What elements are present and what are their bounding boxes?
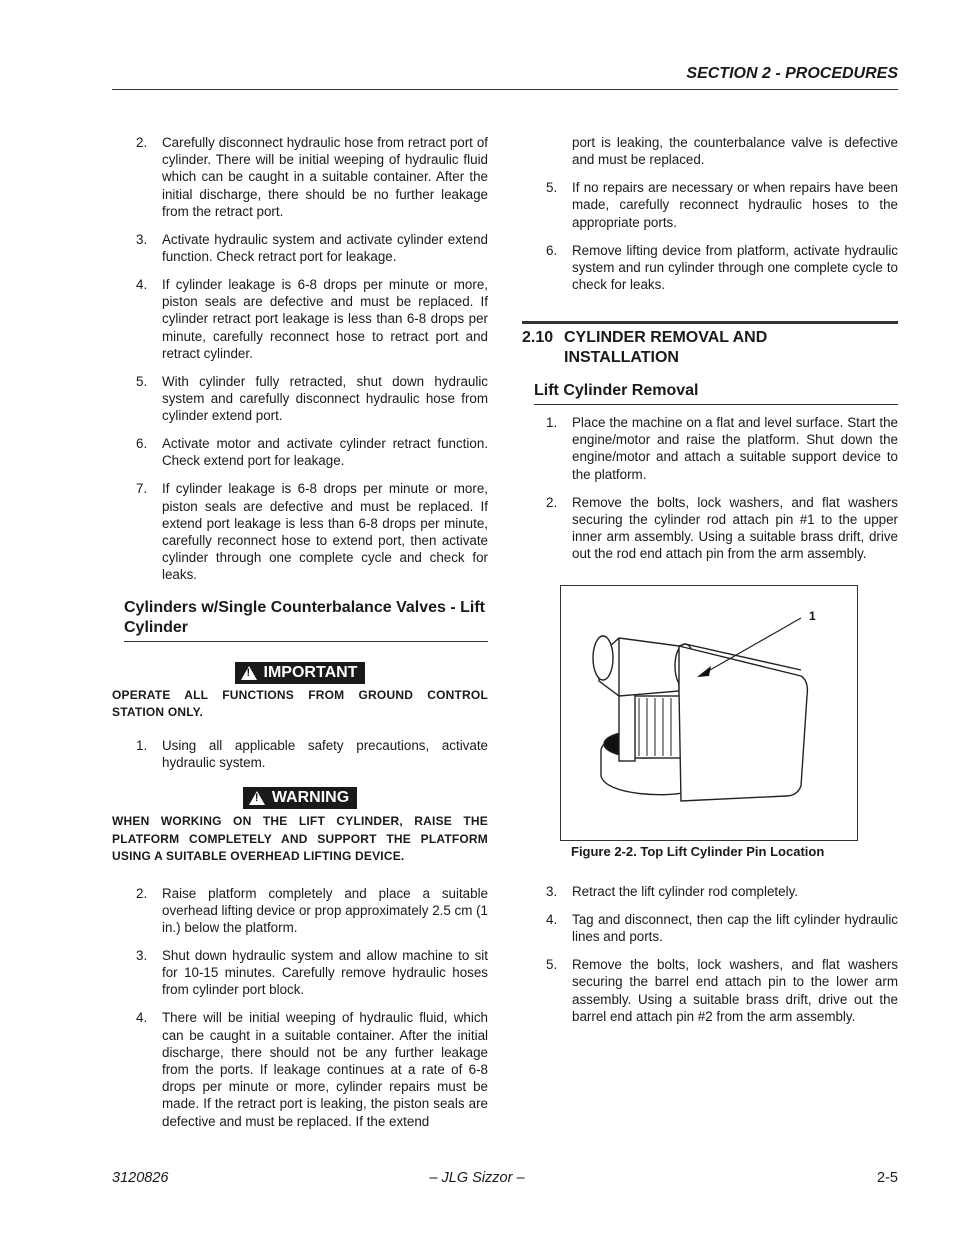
- list-item: 1. Using all applicable safety precautions, activate hydraulic system.: [136, 737, 488, 770]
- list-item: 3. Retract the lift cylinder rod completely.: [546, 884, 798, 899]
- warning-banner: [112, 787, 488, 809]
- important-banner: [112, 662, 488, 684]
- page-number: 2-5: [877, 1170, 898, 1186]
- list-item: 4. If cylinder leakage is 6-8 drops per minute or more, piston seals are defective and must be replaced. If cylinder retract port leakage is less than 6-8 drops per minute, carefully reconnect hose to retract port and retract cylinder.: [136, 277, 488, 361]
- important-badge: ! IMPORTANT: [235, 662, 366, 684]
- page-header: [112, 63, 898, 90]
- warning-badge: ! WARNING: [243, 787, 357, 809]
- list-item: 4. There will be initial weeping of hydraulic fluid, which can be caught in a suitable container. After the initial discharge, there should not be any further leakage from the ports. If leakage continues at a rate of 6-8 drops per minute or more, cylinder repairs must be made. If the retract port is leaking, the piston seals are defective and must be replaced. If the extend: [136, 1010, 488, 1129]
- list-item: 2. Raise platform completely and place a suitable overhead lifting device or prop approximately 2.5 cm (1 in.) below the platform.: [136, 885, 489, 935]
- list-item: 4. Tag and disconnect, then cap the lift cylinder hydraulic lines and ports.: [546, 912, 898, 945]
- section-heading: 2.10 CYLINDER REMOVAL AND INSTALLATION: [522, 321, 898, 368]
- continued-text: port is leaking, the counterbalance valve is defective and must be replaced.: [572, 135, 898, 168]
- right-column-mid: [522, 381, 898, 573]
- list-item: 3. Activate hydraulic system and activate cylinder extend function. Check retract port for leakage.: [136, 231, 488, 265]
- figure-frame: [560, 585, 858, 841]
- list-item: 7. If cylinder leakage is 6-8 drops per minute or more, piston seals are defective and must be replaced. If extend port leakage is less than 6-8 drops per minute, carefully reconnect hose to extend port, then activate cylinder through one complete cycle and check for leaks.: [136, 481, 488, 583]
- list-item: 2. Carefully disconnect hydraulic hose from retract port of cylinder. There will be initial weeping of hydraulic fluid which can be caught in a suitable container. After the initial discharge, there should be no further leakage from the retract port.: [136, 135, 488, 219]
- important-text: OPERATE ALL FUNCTIONS FROM GROUND CONTROL STATION ONLY.: [112, 687, 488, 720]
- list-item: 3. Shut down hydraulic system and allow machine to sit for 10-15 minutes. Carefully remove hydraulic hoses from cylinder port block.: [136, 947, 488, 998]
- figure-caption: Figure 2-2. Top Lift Cylinder Pin Location: [571, 844, 825, 859]
- section-header: SECTION 2 - PROCEDURES: [686, 65, 898, 82]
- subheading-counterbalance: Cylinders w/Single Counterbalance Valves - Lift Cylinder: [124, 598, 488, 642]
- right-column-top: [522, 134, 898, 304]
- alert-triangle-icon: !: [241, 666, 257, 680]
- warning-text: WHEN WORKING ON THE LIFT CYLINDER, RAISE THE PLATFORM COMPLETELY AND SUPPORT THE PLATFORM USING A SUITABLE OVERHEAD LIFTING DEVICE.: [112, 814, 488, 864]
- list-item: 5. With cylinder fully retracted, shut down hydraulic system and carefully disconnect hydraulic hose from cylinder extend port.: [136, 373, 488, 424]
- list-item: 5. Remove the bolts, lock washers, and flat washers securing the barrel end attach pin to the lower arm assembly. Using a suitable brass drift, drive out the barrel end attach pin #2 from the arm assembly.: [546, 957, 898, 1024]
- alert-triangle-icon: !: [249, 791, 265, 805]
- list-item: 6. Remove lifting device from platform, activate hydraulic system and run cylinder through one complete cycle to check for leaks.: [546, 242, 898, 293]
- list-item: 1. Place the machine on a flat and level surface. Start the engine/motor and raise the platform. Shut down the engine/motor and attach a suitable support device to the platform.: [546, 415, 898, 482]
- footer-title: – JLG Sizzor –: [429, 1170, 525, 1186]
- list-item: 6. Activate motor and activate cylinder retract function. Check extend port for leakage.: [136, 436, 488, 469]
- list-item: 2. Remove the bolts, lock washers, and flat washers securing the cylinder rod attach pin #1 to the upper inner arm assembly. Using a suitable brass drift, drive out the rod end attach pin from the arm assembly.: [546, 494, 898, 562]
- doc-number: 3120826: [112, 1170, 169, 1186]
- left-column: [112, 134, 488, 1141]
- lift-cylinder-illustration: [561, 586, 857, 840]
- callout-label: 1: [809, 609, 816, 623]
- right-column-bottom: [522, 883, 898, 1036]
- list-item: 5. If no repairs are necessary or when repairs have been made, carefully reconnect hydraulic hoses to the appropriate ports.: [546, 180, 898, 230]
- subheading-lift-cylinder-removal: Lift Cylinder Removal: [534, 381, 898, 405]
